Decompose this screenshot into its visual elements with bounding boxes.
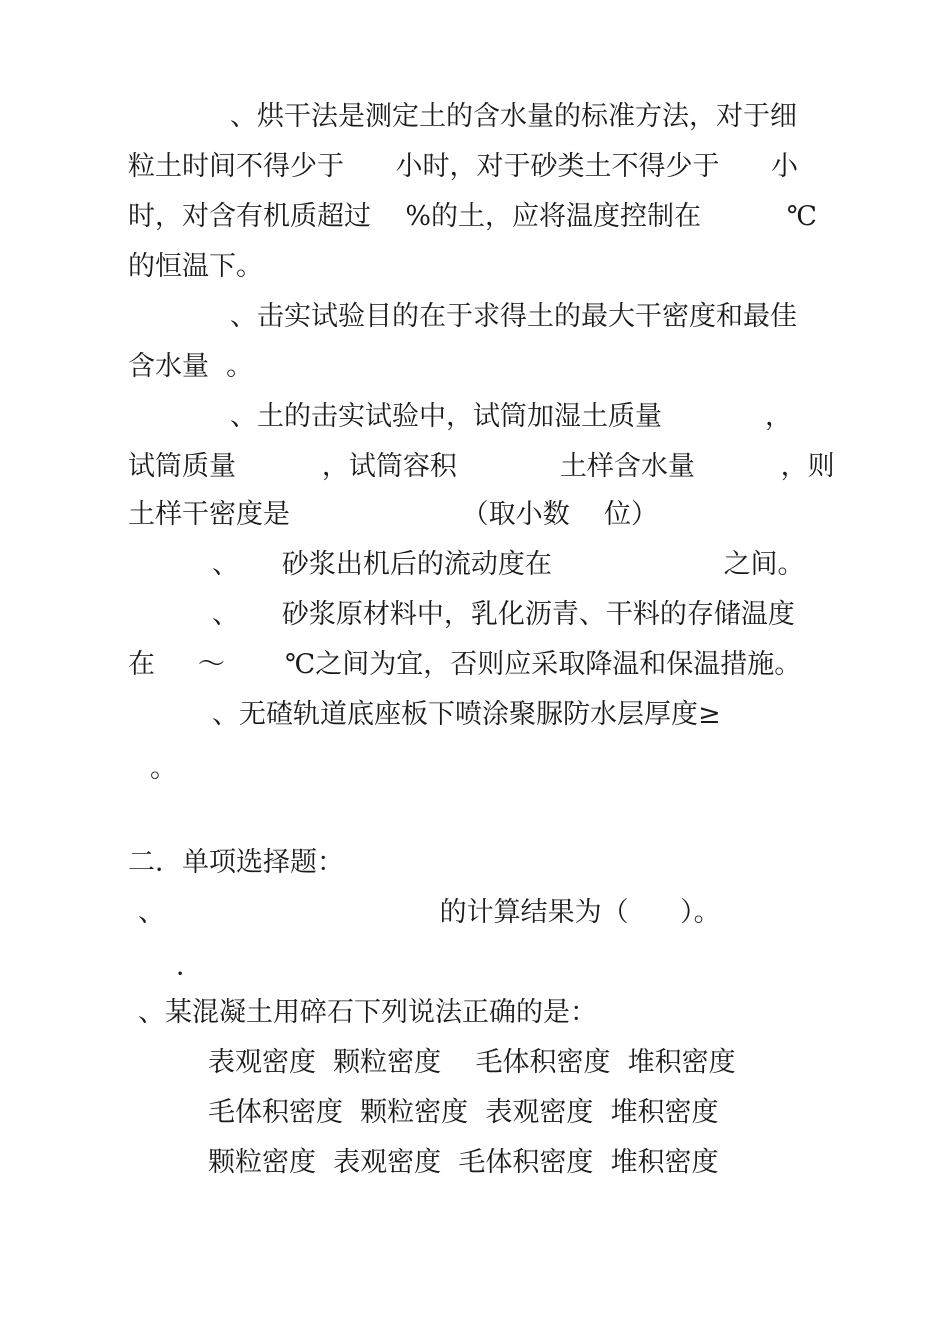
question-compaction-purpose-line-1: 、击实试验目的在于求得土的最大干密度和最佳 bbox=[230, 301, 797, 332]
question-drying-line-2: 粒土时间不得少于 小时，对于砂类土不得少于 小 bbox=[128, 151, 798, 182]
question-compaction-calc-line-3: 土样干密度是 （取小数 位） bbox=[128, 499, 658, 530]
section-heading: 二．单项选择题： bbox=[128, 847, 344, 878]
question-drying-line-3: 时，对含有机质超过 %的土，应将温度控制在 ℃ bbox=[128, 201, 818, 232]
mcq-2-option-a: 表观密度 颗粒密度 毛体积密度 堆积密度 bbox=[208, 1047, 736, 1078]
question-mortar-storage-line-1: 、 砂浆原材料中，乳化沥青、干料的存储温度 bbox=[212, 599, 795, 630]
question-drying-line-4: 的恒温下。 bbox=[128, 251, 263, 282]
question-compaction-calc-line-1: 、土的击实试验中，试筒加湿土质量 ， bbox=[230, 401, 792, 432]
question-mortar-storage-line-2: 在 ～ ℃之间为宜，否则应采取降温和保温措施。 bbox=[128, 649, 802, 680]
mcq-1-option: ． bbox=[176, 951, 203, 982]
mcq-2-stem: 、某混凝土用碎石下列说法正确的是： bbox=[138, 997, 597, 1028]
question-waterproof-line-2: 。 bbox=[150, 753, 177, 784]
question-waterproof-line-1: 、无碴轨道底座板下喷涂聚脲防水层厚度≥ bbox=[212, 699, 721, 730]
question-mortar-fluidity: 、 砂浆出机后的流动度在 之间。 bbox=[212, 549, 805, 580]
mcq-1-stem: 、 的计算结果为（ ）。 bbox=[138, 897, 721, 928]
question-compaction-calc-line-2: 试筒质量 ，试筒容积 土样含水量 ，则 bbox=[128, 451, 835, 482]
question-compaction-purpose-line-2: 含水量 。 bbox=[128, 351, 254, 382]
mcq-2-option-c: 颗粒密度 表观密度 毛体积密度 堆积密度 bbox=[208, 1147, 719, 1178]
question-drying-line-1: 、烘干法是测定土的含水量的标准方法，对于细 bbox=[230, 101, 797, 132]
mcq-2-option-b: 毛体积密度 颗粒密度 表观密度 堆积密度 bbox=[208, 1097, 719, 1128]
